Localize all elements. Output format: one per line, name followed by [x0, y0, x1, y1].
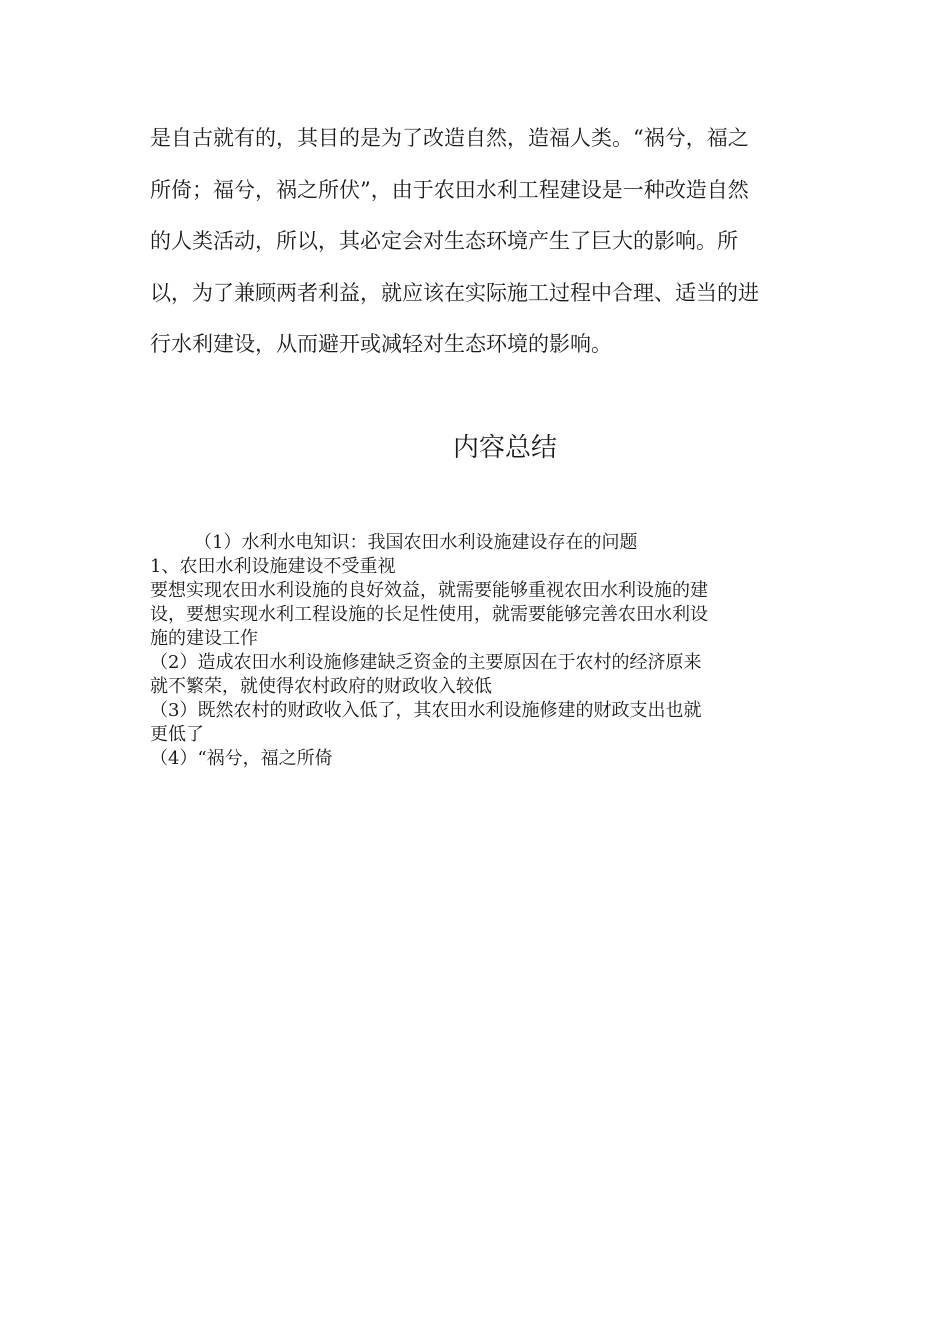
summary-line-2: 1、农田水利设施建设不受重视 [150, 556, 396, 577]
body-paragraph [150, 116, 800, 374]
summary-line-6: （2）造成农田水利设施修建缺乏资金的主要原因在于农村的经济原来 [150, 652, 702, 673]
body-line-1: 是自古就有的，其目的是为了改造自然，造福人类。“祸兮，福之 [150, 126, 749, 150]
summary-line-1: （1）水利水电知识：我国农田水利设施建设存在的问题 [194, 532, 638, 553]
summary-title: 内容总结 [452, 433, 557, 463]
body-line-4: 以，为了兼顾两者利益，就应该在实际施工过程中合理、适当的进 [150, 280, 759, 305]
summary-line-3: 要想实现农田水利设施的良好效益，就需要能够重视农田水利设施的建 [150, 580, 708, 601]
summary-line-9: 更低了 [150, 724, 204, 745]
summary-line-10: （4）“祸兮，福之所倚 [150, 748, 333, 769]
summary-line-4: 设，要想实现水利工程设施的长足性使用，就需要能够完善农田水利设 [150, 604, 708, 625]
summary-section [150, 531, 800, 771]
summary-line-8: （3）既然农村的财政收入低了，其农田水利设施修建的财政支出也就 [150, 700, 702, 721]
summary-line-5: 施的建设工作 [150, 628, 258, 649]
body-line-3: 的人类活动，所以，其必定会对生态环境产生了巨大的影响。所 [150, 229, 738, 253]
body-line-5: 行水利建设，从而避开或减轻对生态环境的影响。 [150, 332, 612, 356]
summary-line-7: 就不繁荣，就使得农村政府的财政收入较低 [150, 676, 492, 697]
body-line-2: 所倚；福兮，祸之所伏”，由于农田水利工程建设是一种改造自然 [150, 177, 749, 202]
